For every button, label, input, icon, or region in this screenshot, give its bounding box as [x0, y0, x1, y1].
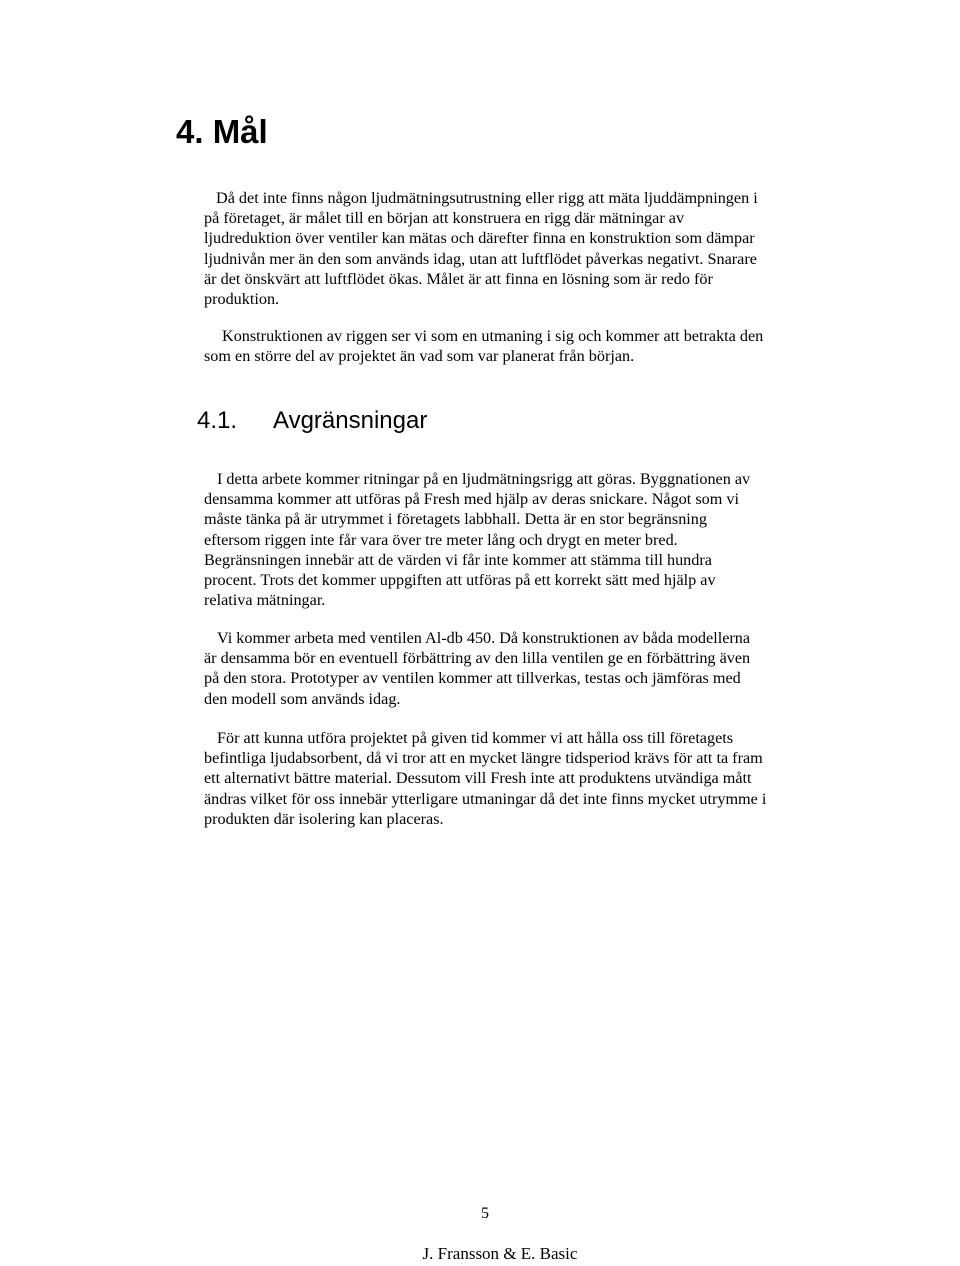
subsection-title: Avgränsningar: [273, 407, 428, 434]
text-line: För att kunna utföra projektet på given tid kommer vi att hålla oss till företagets: [217, 729, 734, 747]
text-line: Vi kommer arbeta med ventilen Al-db 450. Då konstruktionen av båda modellerna: [217, 629, 751, 647]
text-line: ändras vilket för oss innebär ytterligare utmaningar då det inte finns mycket utrymme i: [204, 789, 767, 808]
section-heading: 4. Mål: [176, 113, 268, 150]
text-line: procent. Trots det kommer uppgiften att utföras på ett korrekt sätt med hjälp av: [204, 571, 716, 590]
text-line: är det önskvärt att luftflödet ökas. Målet är att finna en lösning som är redo för: [204, 269, 713, 288]
text-line: befintliga ljudabsorbent, då vi tror att en mycket längre tidsperiod krävs för att ta fram: [204, 749, 763, 768]
text-line: Begränsningen innebär att de värden vi får inte kommer att stämma till hundra: [204, 550, 712, 569]
subsection-number: 4.1.: [197, 407, 238, 434]
text-line: på företaget, är målet till en början att konstruera en rigg där mätningar av: [204, 209, 685, 228]
subsection-heading: [197, 404, 427, 438]
text-line: densamma kommer att utföras på Fresh med hjälp av deras snickare. Något som vi: [204, 490, 739, 509]
text-line: är densamma bör en eventuell förbättring av den lilla ventilen ge en förbättring även: [204, 649, 751, 668]
text-line: Då det inte finns någon ljudmätningsutrustning eller rigg att mäta ljuddämpningen i: [216, 189, 758, 207]
paragraph-intro: [204, 188, 804, 309]
text-line: måste tänka på är utrymmet i företagets labbhall. Detta är en stor begränsning: [204, 510, 707, 529]
text-line: relativa mätningar.: [204, 591, 326, 610]
text-line: eftersom riggen inte får vara över tre meter lång och drygt en meter bred.: [204, 530, 678, 549]
text-line: ett alternativt bättre material. Dessutom vill Fresh inte att produktens utvändiga mått: [204, 769, 752, 788]
text-line: I detta arbete kommer ritningar på en ljudmätningsrigg att göras. Byggnationen av: [217, 470, 751, 488]
page-number: 5: [481, 1205, 489, 1222]
text-line: Konstruktionen av riggen ser vi som en utmaning i sig och kommer att betrakta den: [222, 327, 764, 345]
paragraph-absorbent: [204, 728, 804, 829]
text-line: produktion.: [204, 290, 280, 309]
text-line: ljudreduktion över ventiler kan mätas och därefter finna en konstruktion som dämpar: [204, 229, 755, 248]
text-line: ljudnivån mer än den som används idag, utan att luftflödet påverkas negativt. Snarare: [204, 249, 757, 268]
paragraph-construction: [204, 326, 804, 366]
paragraph-valve: [204, 628, 804, 709]
text-line: den modell som används idag.: [204, 689, 401, 708]
footer-authors: J. Fransson & E. Basic: [422, 1244, 578, 1263]
text-line: produkten där isolering kan placeras.: [204, 809, 444, 828]
text-line: som en större del av projektet än vad som var planerat från början.: [204, 347, 635, 366]
paragraph-limitations: [204, 469, 804, 610]
text-line: på den stora. Prototyper av ventilen kommer att tillverkas, testas och jämföras med: [204, 669, 741, 688]
